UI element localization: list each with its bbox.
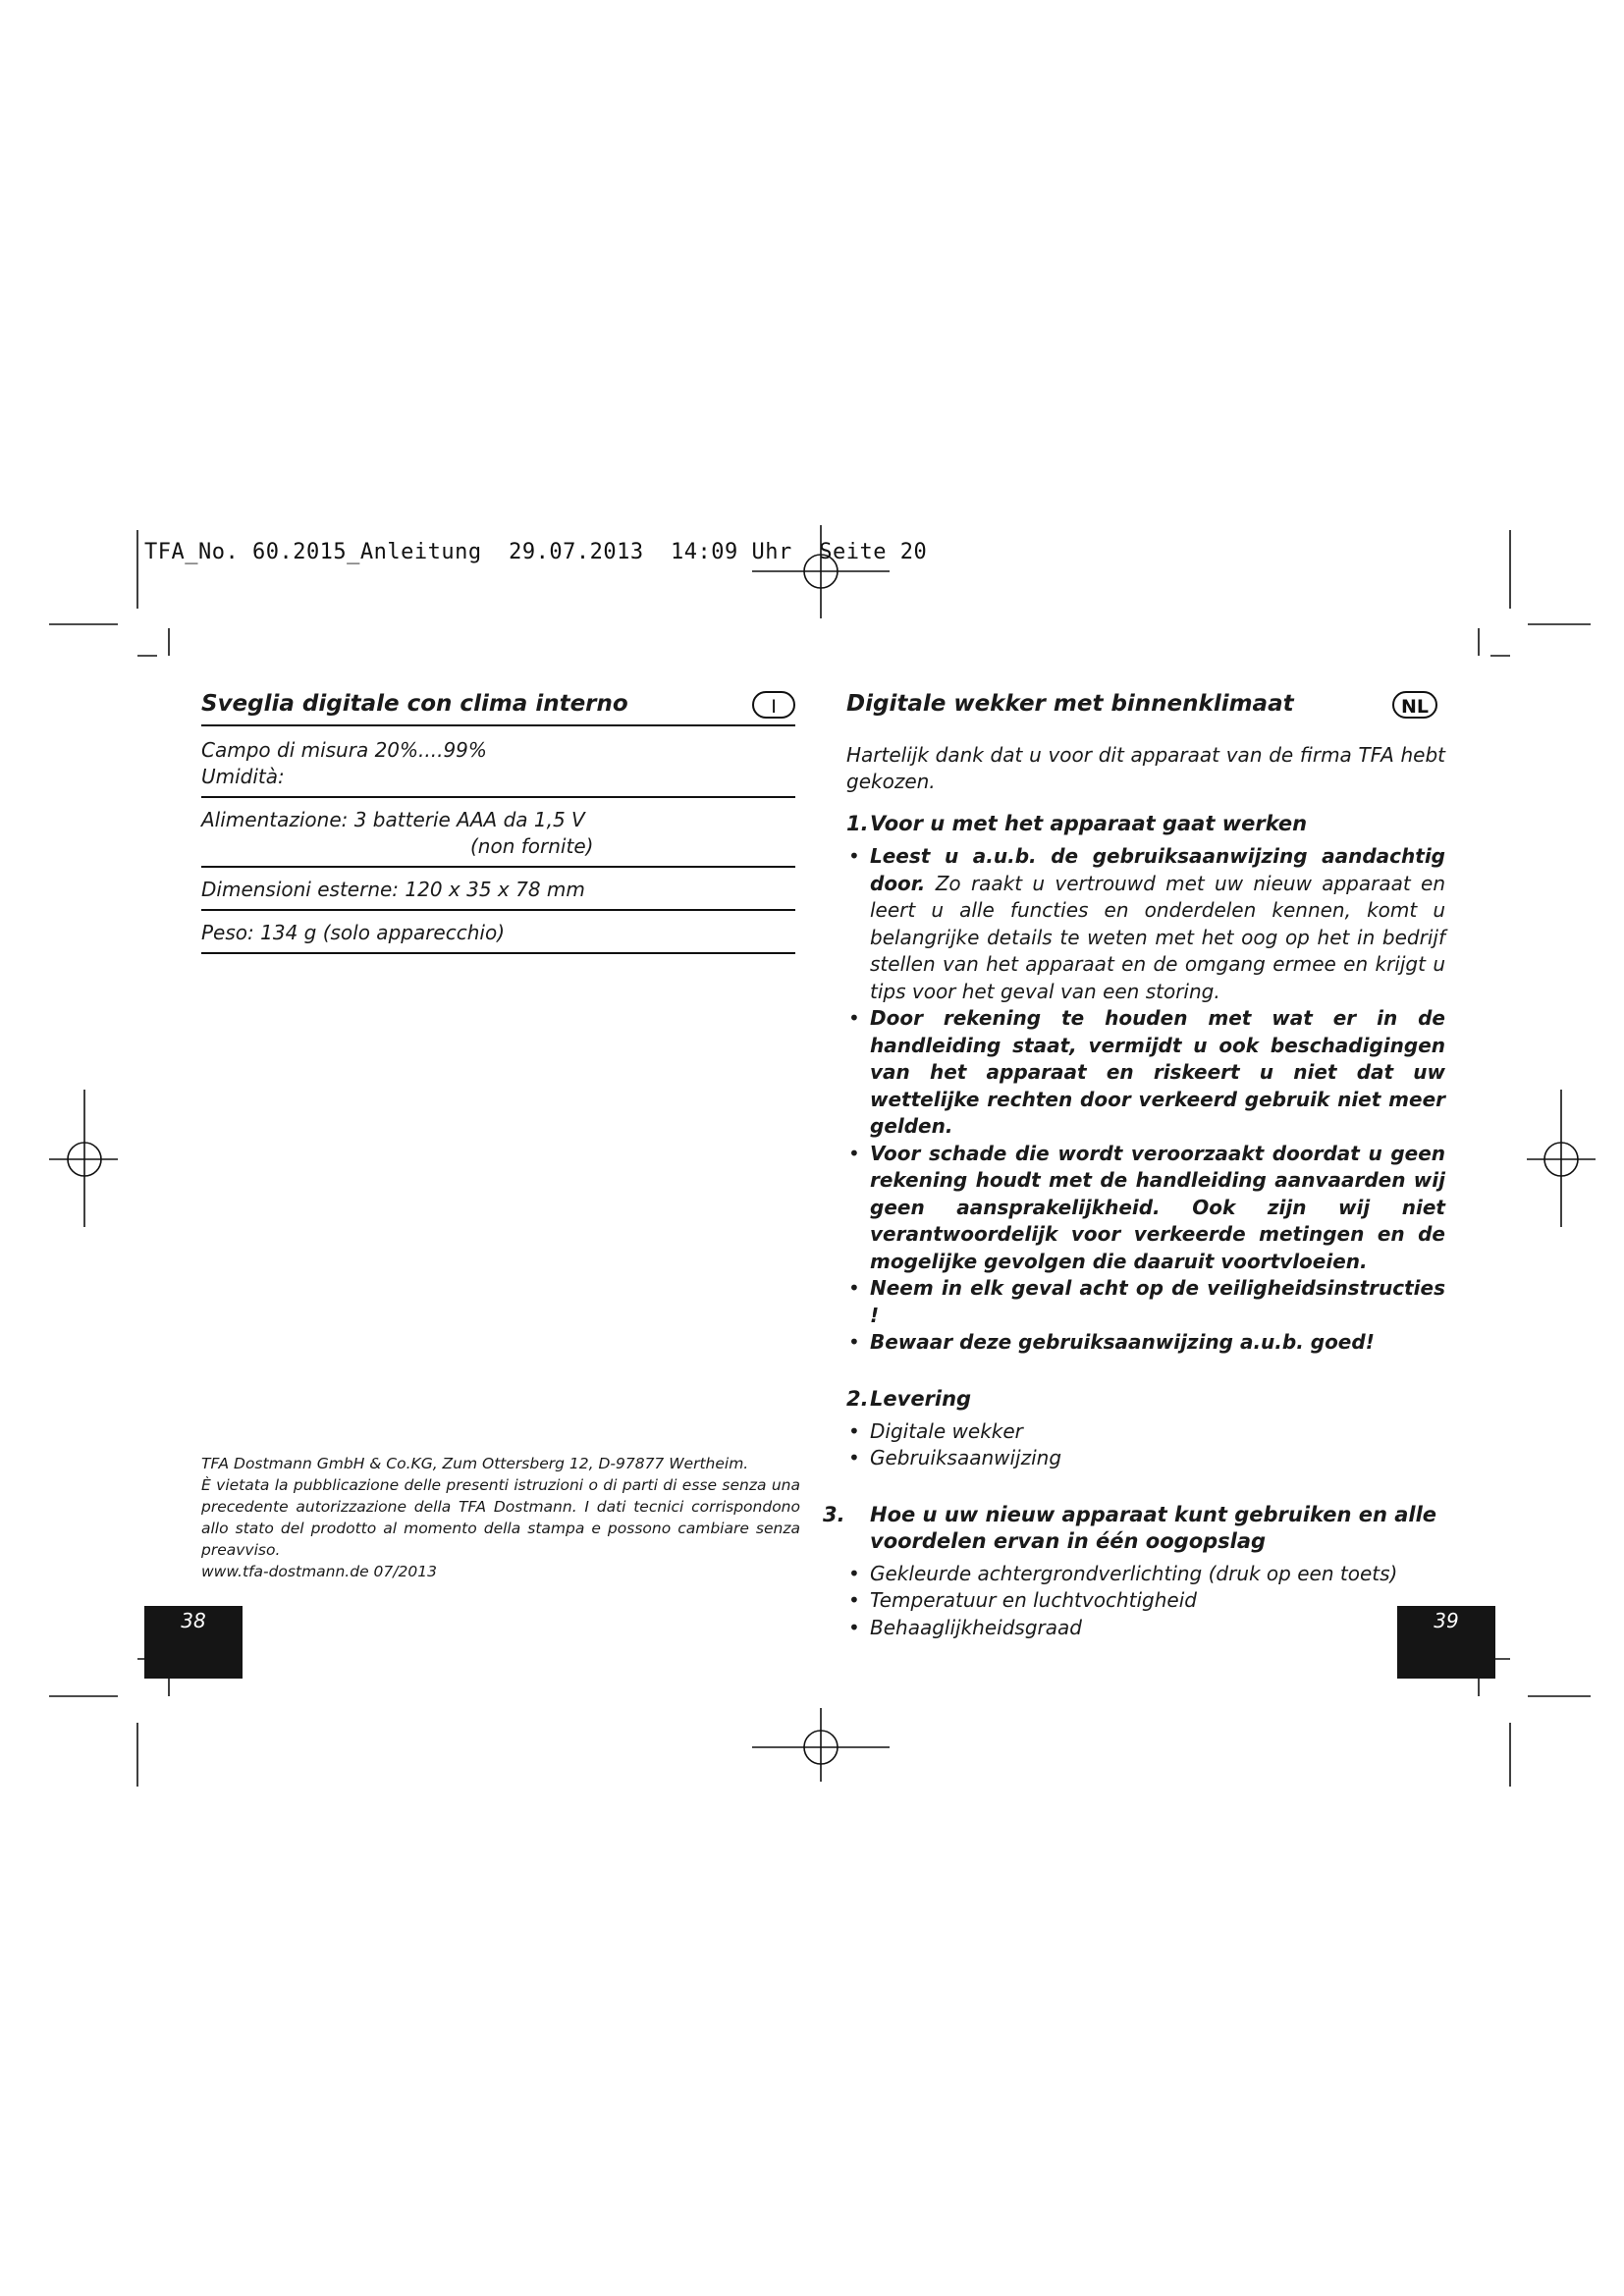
left-imprint: [201, 1453, 800, 1582]
left-page-title: Sveglia digitale con clima interno: [201, 691, 628, 717]
language-badge-italian: I: [752, 691, 795, 719]
section-number: 3.: [823, 1502, 845, 1526]
bullet-list-1: [846, 843, 1445, 1357]
bullet-list-2: [846, 1418, 1445, 1472]
language-badge-dutch: NL: [1392, 691, 1437, 719]
imprint-address: TFA Dostmann GmbH & Co.KG, Zum Ottersberg 12, D-97877 Wertheim.: [201, 1455, 749, 1472]
spec-row-power: [201, 798, 795, 868]
spacer: [846, 1357, 1445, 1386]
list-item: • Digitale wekker: [846, 1418, 1445, 1446]
section-title: Levering: [870, 1386, 972, 1411]
right-page-title: Digitale wekker met binnenklimaat: [846, 691, 1294, 717]
page-number-left: [144, 1606, 243, 1679]
list-item: [846, 1275, 1445, 1329]
bullet-bold-text: Leest u a.u.b. de gebruiksaanwijzing aandachtig door.: [870, 844, 1445, 895]
page-number-text: 39: [1434, 1609, 1459, 1632]
section-number: 1.: [846, 812, 869, 835]
spec-row-range: [201, 728, 795, 798]
section-title: Hoe u uw nieuw apparaat kunt gebruiken en alle voordelen ervan in één oogopslag: [870, 1502, 1437, 1553]
spec-row-dimensions: [201, 868, 795, 911]
spec-text: Umidità:: [201, 765, 285, 788]
spec-row-weight: [201, 911, 795, 954]
list-item: • Gebruiksaanwijzing: [846, 1445, 1445, 1472]
spec-text: Dimensioni esterne: 120 x 35 x 78 mm: [201, 878, 585, 901]
imprint-notice: È vietata la pubblicazione delle presenti istruzioni o di parti di esse senza una precedente autorizzazione della TFA Dostmann. I dati tecnici corrispondono allo stato del prodotto al momento della stampa e possono cambiare senza preavviso.: [201, 1476, 800, 1559]
list-item: [846, 1005, 1445, 1141]
list-item: • Temperatuur en luchtvochtigheid: [846, 1587, 1445, 1615]
bullet-bold-text: Neem in elk geval acht op de veiligheidsinstructies !: [870, 1276, 1445, 1327]
spec-table: [201, 728, 795, 954]
right-page: [823, 687, 1445, 1641]
bullet-text: Zo raakt u vertrouwd met uw nieuw apparaat en leert u alle functies en onderdelen kennen, komt u belangrijke details te weten met het oog op het in bedrijf stellen van het apparaat en de omgang ermee en krijgt u tips voor het geval van een storing.: [870, 871, 1445, 1003]
left-title-row: [201, 687, 795, 728]
bullet-bold-text: Door rekening te houden met wat er in de handleiding staat, vermijdt u ook beschadigingen van het apparaat en riskeert u niet dat uw wettelijke rechten door verkeerd gebruik niet meer gelden.: [870, 1006, 1445, 1138]
bullet-bold-text: Bewaar deze gebruiksaanwijzing a.u.b. goed!: [870, 1330, 1375, 1354]
list-item: [846, 843, 1445, 1005]
page-number-text: 38: [181, 1609, 206, 1632]
page-number-right: [1397, 1606, 1495, 1679]
print-slug-line: TFA_No. 60.2015_Anleitung 29.07.2013 14:09 Uhr Seite 20: [144, 540, 928, 564]
bullet-bold-text: Voor schade die wordt veroorzaakt doordat u geen rekening houdt met de handleiding aanvaarden wij geen aansprakelijkheid. Ook zijn wij niet verantwoordelijk voor verkeerde metingen en de mogelijke gevolgen die daaruit voortvloeien.: [870, 1141, 1445, 1273]
list-item: • Gekleurde achtergrondverlichting (druk op een toets): [846, 1561, 1445, 1588]
section-number: 2.: [846, 1386, 869, 1411]
spec-text: Campo di misura 20%....99%: [201, 738, 487, 762]
left-page: [201, 687, 795, 954]
imprint-website: www.tfa-dostmann.de 07/2013: [201, 1563, 437, 1580]
section-title: Voor u met het apparaat gaat werken: [870, 812, 1308, 835]
list-item: • Behaaglijkheidsgraad: [846, 1615, 1445, 1642]
bullet-list-3: [846, 1561, 1445, 1642]
list-item: [846, 1329, 1445, 1357]
intro-text: Hartelijk dank dat u voor dit apparaat van de firma TFA hebt gekozen.: [846, 743, 1445, 793]
spec-text: Peso: 134 g (solo apparecchio): [201, 921, 506, 944]
section-heading-3: [823, 1502, 1445, 1555]
section-heading-1: [846, 811, 1445, 837]
list-item: [846, 1141, 1445, 1276]
title-divider: [201, 724, 795, 726]
section-heading-2: [846, 1386, 1445, 1413]
spec-text: (non fornite): [470, 834, 594, 858]
right-title-row: [846, 687, 1445, 728]
spacer: [846, 1472, 1445, 1502]
spec-text: Alimentazione: 3 batterie AAA da 1,5 V: [201, 808, 585, 831]
